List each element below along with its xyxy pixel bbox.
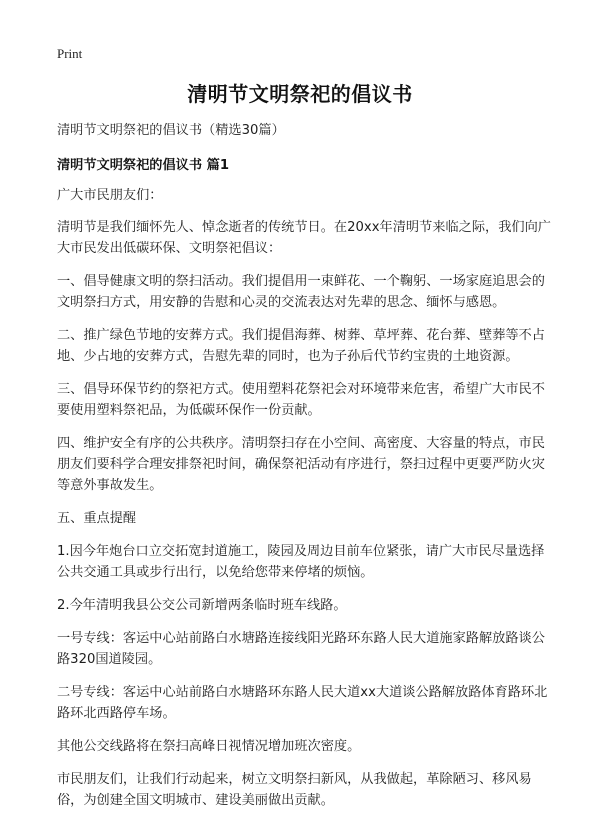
paragraph-closing: 市民朋友们，让我们行动起来，树立文明祭扫新风，从我做起，革除陋习、移风易俗，为创建全国文明城市、建设美丽做出贡献。: [57, 772, 532, 808]
paragraph-point-5-heading: 五、重点提醒: [57, 511, 137, 526]
paragraph-route-1: 一号专线：客运中心站前路白水塘路连接线阳光路环东路人民大道施家路解放路谈公路320国道陵园。: [57, 631, 545, 667]
paragraph-point-4: 四、维护安全有序的公共秩序。清明祭扫存在小空间、高密度、大容量的特点，市民朋友们要科学合理安排祭祀时间，确保祭祀活动有序进行，祭扫过程中更要严防火灾等意外事故发生。: [57, 436, 545, 493]
section-heading: 清明节文明祭祀的倡议书 篇1: [57, 158, 230, 173]
paragraph-reminder-2: 2.今年清明我县公交公司新增两条临时班车线路。: [57, 598, 347, 613]
paragraph-intro: 清明节是我们缅怀先人、悼念逝者的传统节日。在20xx年清明节来临之际，我们向广大市民发出低碳环保、文明祭祀倡议：: [57, 220, 551, 256]
salutation: 广大市民朋友们：: [57, 188, 163, 203]
paragraph-route-2: 二号专线：客运中心站前路白水塘路环东路人民大道xx大道谈公路解放路体育路环北路环北西路停车场。: [57, 685, 548, 721]
page-title: 清明节文明祭祀的倡议书: [187, 82, 413, 106]
document-body: [57, 120, 551, 823]
paragraph-point-1: 一、倡导健康文明的祭扫活动。我们提倡用一束鲜花、一个鞠躬、一场家庭追思会的文明祭扫方式，用安静的告慰和心灵的交流表达对先辈的思念、缅怀与感恩。: [57, 274, 545, 310]
document-subtitle: 清明节文明祭祀的倡议书（精选30篇）: [57, 123, 285, 138]
paragraph-point-3: 三、倡导环保节约的祭祀方式。使用塑料花祭祀会对环境带来危害，希望广大市民不要使用塑料祭祀品，为低碳环保作一份贡献。: [57, 382, 545, 418]
paragraph-other-routes: 其他公交线路将在祭扫高峰日视情况增加班次密度。: [57, 739, 361, 754]
paragraph-reminder-1: 1.因今年炮台口立交拓宽封道施工，陵园及周边目前车位紧张，请广大市民尽量选择公共交通工具或步行出行，以免给您带来停堵的烦恼。: [57, 544, 545, 580]
paragraph-point-2: 二、推广绿色节地的安葬方式。我们提倡海葬、树葬、草坪葬、花台葬、壁葬等不占地、少占地的安葬方式，告慰先辈的同时，也为子孙后代节约宝贵的土地资源。: [57, 328, 545, 364]
print-link[interactable]: Print: [57, 46, 83, 61]
